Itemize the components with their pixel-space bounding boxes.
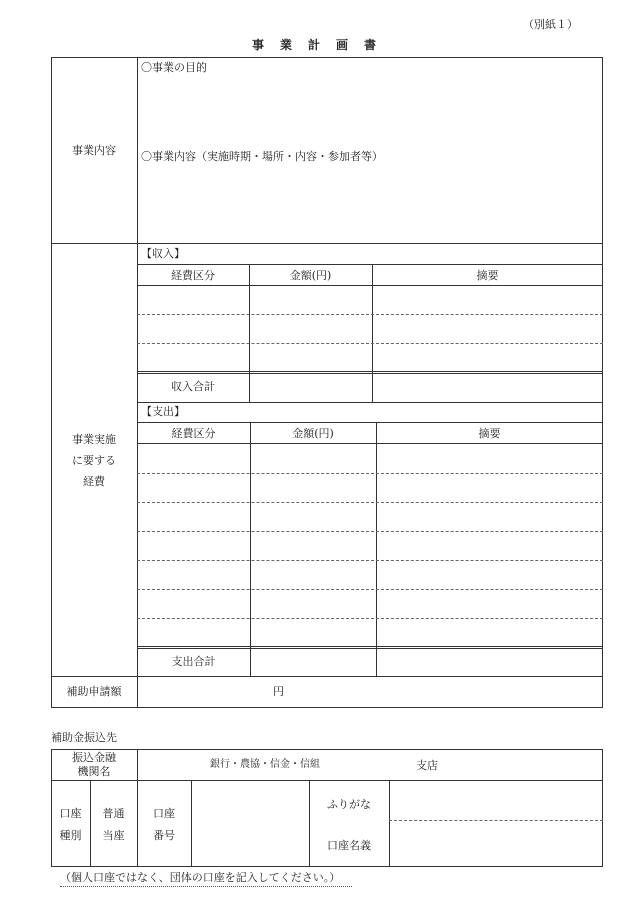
institution-label-1: 振込金融 xyxy=(72,751,116,764)
account-number-label-2: 番号 xyxy=(153,829,175,842)
expense-total-label: 支出合計 xyxy=(171,655,216,668)
institution-label-2: 機関名 xyxy=(77,765,111,778)
income-row-divider xyxy=(137,343,603,344)
expense-col-category: 経費区分 xyxy=(171,427,216,440)
purpose-label: 〇事業の目的 xyxy=(141,61,207,74)
expense-col-amount: 金額(円) xyxy=(292,427,334,440)
section-label-cost-2: に要する xyxy=(72,454,116,467)
account-type-label-2: 種別 xyxy=(59,829,82,842)
note-underline xyxy=(60,886,352,887)
furigana-label: ふりがな xyxy=(327,798,371,811)
content-label: 〇事業内容（実施時期・場所・内容・参加者等） xyxy=(141,150,383,163)
account-type-label-1: 口座 xyxy=(59,807,82,820)
section-label-content: 事業内容 xyxy=(72,144,116,157)
expense-row-divider xyxy=(137,473,603,474)
income-total-label: 収入合計 xyxy=(171,380,215,393)
expense-row-divider xyxy=(137,589,603,590)
account-number-label-1: 口座 xyxy=(153,807,175,820)
expense-row-divider xyxy=(137,502,603,503)
request-unit: 円 xyxy=(273,685,284,698)
annex-label: （別紙１） xyxy=(523,18,578,31)
income-row-divider xyxy=(137,314,603,315)
branch-label: 支店 xyxy=(416,759,438,772)
expense-row-divider xyxy=(137,560,603,561)
income-col-category: 経費区分 xyxy=(171,269,215,282)
income-heading: 【収入】 xyxy=(141,247,185,260)
expense-row-divider xyxy=(137,531,603,532)
bank-types: 銀行・農協・信金・信組 xyxy=(210,759,320,770)
bank-section-title: 補助金振込先 xyxy=(51,731,117,744)
section-label-cost-3: 経費 xyxy=(83,475,105,488)
expense-col-remarks: 摘要 xyxy=(478,427,501,440)
account-name-label: 口座名義 xyxy=(327,839,371,852)
expense-heading: 【支出】 xyxy=(141,405,185,418)
account-type-ordinary: 普通 xyxy=(102,807,125,820)
income-col-amount: 金額(円) xyxy=(289,269,332,282)
page-title: 事 業 計 画 書 xyxy=(251,38,378,52)
income-col-remarks: 摘要 xyxy=(476,269,499,282)
account-type-current: 当座 xyxy=(102,829,125,842)
bank-note: （個人口座ではなく、団体の口座を記入してください。） xyxy=(60,871,341,884)
request-label: 補助申請額 xyxy=(66,685,122,698)
expense-row-divider xyxy=(137,618,603,619)
section-label-cost-1: 事業実施 xyxy=(72,433,116,446)
